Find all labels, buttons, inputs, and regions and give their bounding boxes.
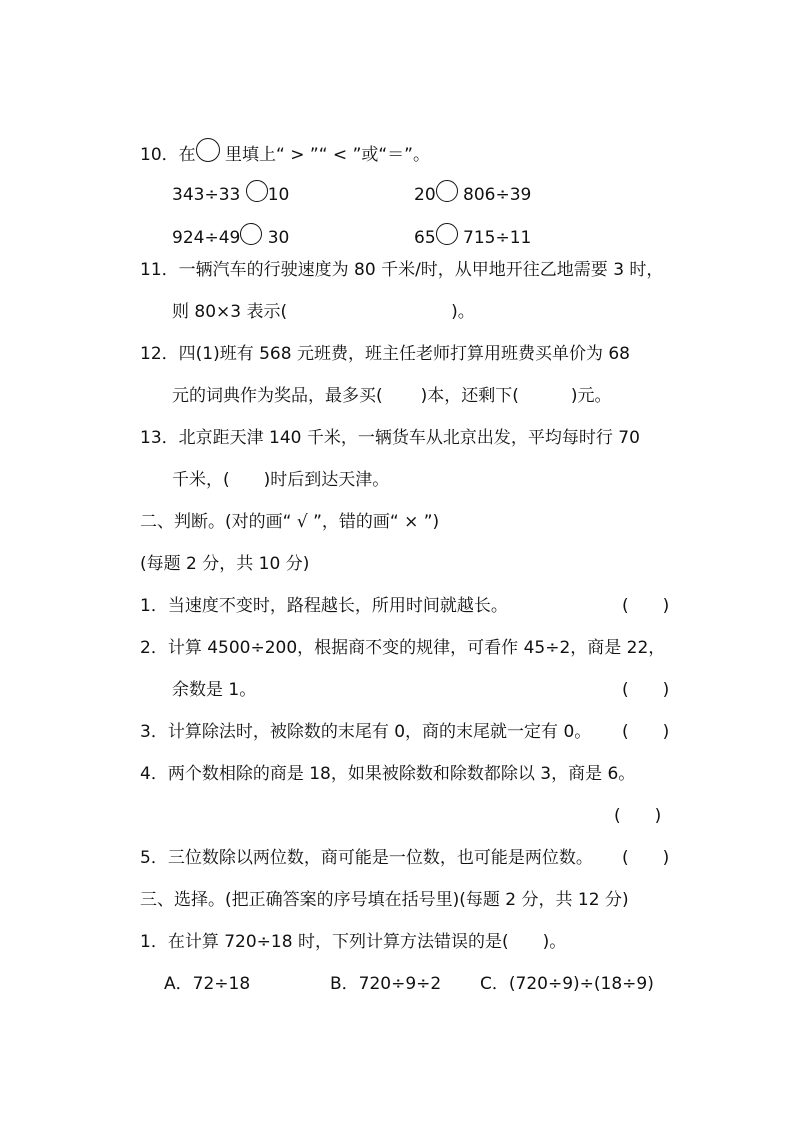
- q10-item-4: [414, 223, 531, 250]
- q11-line2-pre: 则 80×3 表示(: [172, 302, 288, 322]
- compare-circle-3[interactable]: [240, 223, 262, 245]
- q10-item-1: [172, 180, 289, 207]
- compare-circle-1[interactable]: [246, 180, 268, 202]
- judge-bracket-4[interactable]: ( ): [614, 806, 662, 826]
- judge-bracket-3[interactable]: ( ): [622, 722, 670, 742]
- judge-bracket-1[interactable]: ( ): [622, 596, 670, 616]
- q10-item-4-left: 65: [414, 228, 436, 248]
- q10-item-2: [414, 180, 531, 207]
- q12-line1: 12．四(1)班有 568 元班费，班主任老师打算用班费买单价为 68: [140, 344, 631, 364]
- choice-q1-post: )。: [542, 932, 567, 952]
- section2-points: (每题 2 分，共 10 分): [140, 554, 310, 574]
- judge-bracket-2[interactable]: ( ): [622, 680, 670, 700]
- choice-q1-text: 1．在计算 720÷18 时，下列计算方法错误的是(: [140, 932, 509, 952]
- q12-line2-c: )元。: [570, 386, 612, 406]
- q10-pre: 在: [178, 145, 196, 165]
- q12-line2: [172, 384, 612, 408]
- section2-heading: 二、判断。(对的画“ √ ”，错的画“ × ”): [140, 512, 440, 532]
- choice-option-c[interactable]: C．(720÷9)÷(18÷9): [480, 974, 654, 994]
- q10-item-3-right: 30: [267, 228, 290, 248]
- section3-heading: 三、选择。(把正确答案的序号填在括号里)(每题 2 分，共 12 分): [140, 890, 629, 910]
- judge-bracket-5[interactable]: ( ): [622, 848, 670, 868]
- q13-line2-a: 千米，(: [172, 470, 230, 490]
- judge-item-5: 5．三位数除以两位数，商可能是一位数，也可能是两位数。: [140, 848, 593, 868]
- choice-option-a[interactable]: A．72÷18: [164, 974, 251, 994]
- q13-line1: 13．北京距天津 140 千米，一辆货车从北京出发，平均每时行 70: [140, 428, 640, 448]
- judge-item-4: 4．两个数相除的商是 18，如果被除数和除数都除以 3，商是 6。: [140, 764, 636, 784]
- q10-item-1-left: 343÷33: [172, 185, 241, 205]
- q10-text: 里填上“ > ”“ < ”或“＝”。: [219, 145, 430, 165]
- compare-circle-2[interactable]: [436, 180, 458, 202]
- q10-item-4-right: 715÷11: [463, 228, 532, 248]
- choice-q1: [140, 930, 566, 954]
- q10-item-3-left: 924÷49: [172, 228, 241, 248]
- q11-line1: 11．一辆汽车的行驶速度为 80 千米/时，从甲地开往乙地需要 3 时，: [140, 260, 664, 280]
- compare-circle-4[interactable]: [436, 223, 458, 245]
- q13-line2: [172, 468, 389, 492]
- q10-item-1-right: 10: [267, 185, 290, 205]
- q12-line2-a: 元的词典作为奖品，最多买(: [172, 386, 383, 406]
- q10-number: 10．: [140, 145, 179, 165]
- choice-option-b[interactable]: B．720÷9÷2: [330, 974, 442, 994]
- q10-item-3: [172, 223, 289, 250]
- judge-item-2-cont: 余数是 1。: [172, 680, 257, 700]
- q13-line2-b: )时后到达天津。: [263, 470, 390, 490]
- q10-instruction: [140, 138, 430, 167]
- judge-item-2: 2．计算 4500÷200，根据商不变的规律，可看作 45÷2，商是 22，: [140, 638, 666, 658]
- q10-item-2-right: 806÷39: [463, 185, 532, 205]
- q12-line2-b: )本，还剩下(: [420, 386, 519, 406]
- judge-item-3: 3．计算除法时，被除数的末尾有 0，商的末尾就一定有 0。: [140, 722, 592, 742]
- q10-item-2-left: 20: [414, 185, 436, 205]
- circle-icon: [196, 138, 220, 162]
- q11-line2-post: )。: [451, 302, 475, 322]
- judge-item-1: 1．当速度不变时，路程越长，所用时间就越长。: [140, 596, 508, 616]
- q11-line2: [172, 300, 475, 324]
